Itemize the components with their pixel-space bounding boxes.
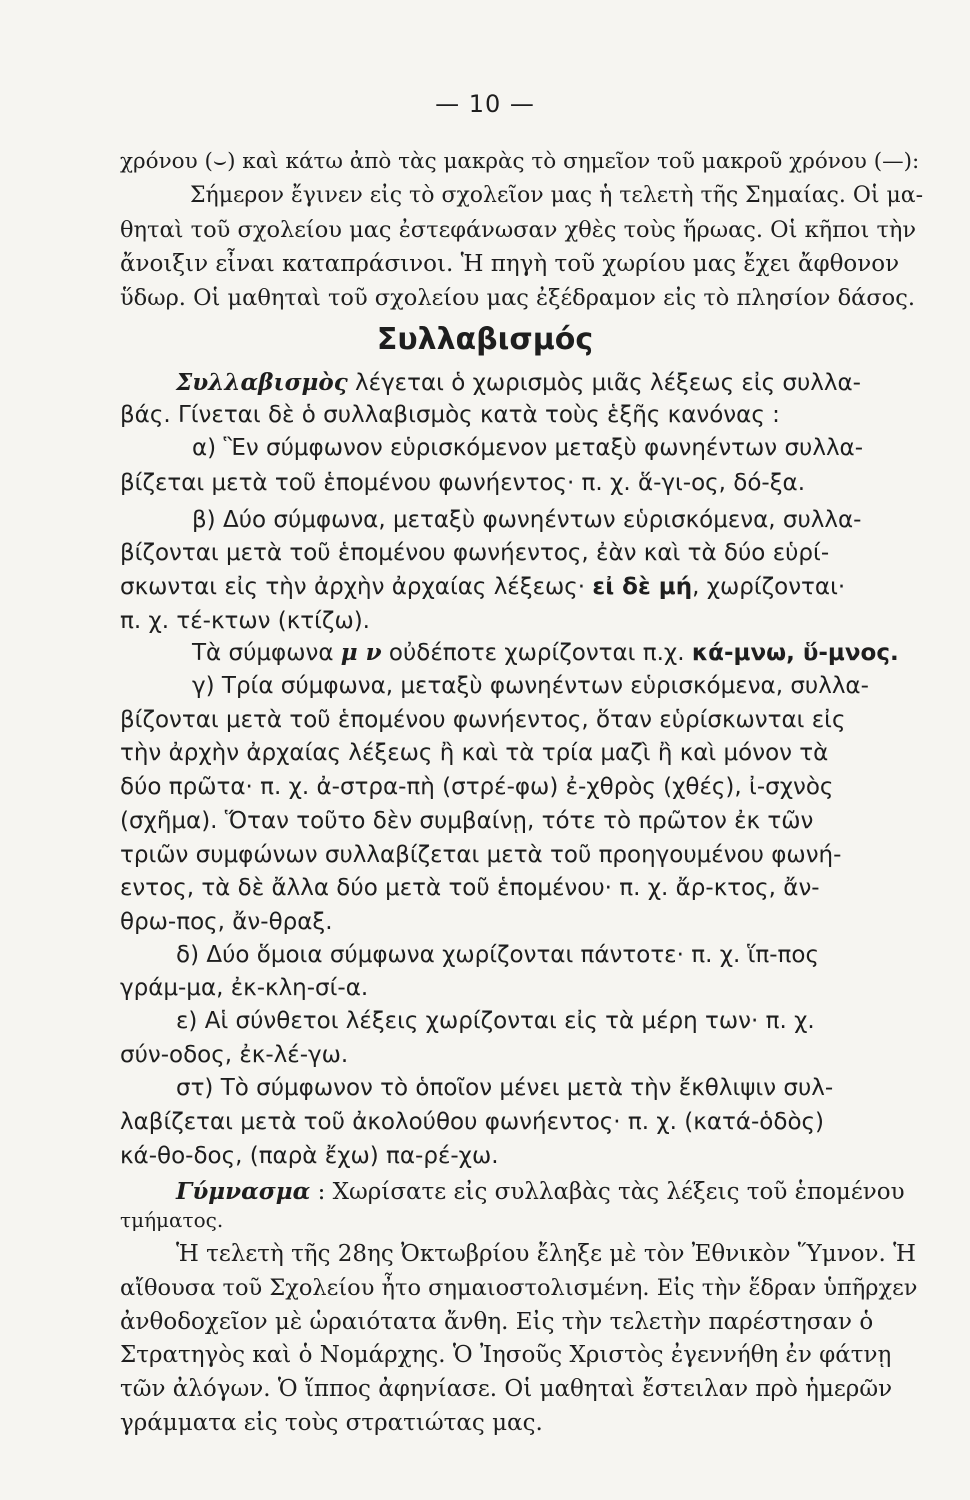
rule-line: βίζεται μετὰ τοῦ ἑπομένου φωνήεντος· π. χ. ἅ-γι-ος, δό-ξα.	[120, 470, 806, 496]
rule-line: κά-θο-δος, (παρὰ ἔχω) πα-ρέ-χω.	[120, 1143, 499, 1169]
rule-line: εντος, τὰ δὲ ἄλλα δύο μετὰ τοῦ ἑπομένου· π. χ. ἄρ-κτος, ἄν-	[120, 875, 820, 901]
rule-line: στ) Τὸ σύμφωνον τὸ ὁποῖον μένει μετὰ τὴν ἔκθλιψιν συλ-	[176, 1075, 834, 1101]
rule-line: βίζονται μετὰ τοῦ ἑπομένου φωνήεντος, ἐὰν καὶ τὰ δύο εὑρί-	[120, 540, 830, 566]
intro-line: θηταὶ τοῦ σχολείου μας ἐστεφάνωσαν χθὲς τοὺς ἥρωας. Οἱ κῆποι τὴν	[120, 217, 917, 243]
exercise-instruction: : Χωρίσατε εἰς συλλαβὰς τὰς λέξεις τοῦ ἑπομένου	[317, 1179, 905, 1205]
rule-line	[120, 572, 930, 602]
exercise-line: τμήματος.	[120, 1208, 224, 1232]
rule-line: (σχῆμα). Ὅταν τοῦτο δὲν συμβαίνῃ, τότε τὸ πρῶτον ἐκ τῶν	[120, 808, 814, 834]
rule-line: δύο πρῶτα· π. χ. ἀ-στρα-πὴ (στρέ-φω) ἐ-χθρὸς (χθές), ἰ-σχνὸς	[120, 774, 834, 800]
rule-line: α) Ἓν σύμφωνον εὑρισκόμενον μεταξὺ φωνηέντων συλλα-	[192, 435, 864, 461]
rule-line: δ) Δύο ὅμοια σύμφωνα χωρίζονται πάντοτε· π. χ. ἵπ-πος	[176, 942, 819, 968]
rule-line: γ) Τρία σύμφωνα, μεταξὺ φωνηέντων εὑρισκόμενα, συλλα-	[192, 673, 869, 699]
rule-text: σκωνται εἰς τὴν ἀρχὴν ἀρχαίας λέξεως·	[120, 574, 586, 600]
definition-text: λέγεται ὁ χωρισμὸς μιᾶς λέξεως εἰς συλλα-	[355, 370, 861, 396]
rule-text: , χωρίζονται·	[692, 574, 846, 600]
note-line	[192, 638, 930, 668]
exercise-text-line: Στρατηγὸς καὶ ὁ Νομάρχης. Ὁ Ἰησοῦς Χριστὸς ἐγεννήθη ἐν φάτνῃ	[120, 1342, 892, 1368]
section-title: Συλλαβισμός	[376, 322, 594, 357]
rule-line: λαβίζεται μετὰ τοῦ ἀκολούθου φωνήεντος· π. χ. (κατά-ὁδὸς)	[120, 1109, 824, 1135]
exercise-text-line: Ἡ τελετὴ τῆς 28ης Ὀκτωβρίου ἔληξε μὲ τὸν Ἐθνικὸν Ὕμνον. Ἡ	[176, 1241, 916, 1267]
rule-emphasis: εἰ δὲ μή	[592, 574, 693, 600]
definition-line: βάς. Γίνεται δὲ ὁ συλλαβισμὸς κατὰ τοὺς ἑξῆς κανόνας :	[120, 402, 780, 428]
rule-line: β) Δύο σύμφωνα, μεταξὺ φωνηέντων εὑρισκόμενα, συλλα-	[192, 507, 862, 533]
intro-line: Σήμερον ἔγινεν εἰς τὸ σχολεῖον μας ἡ τελετὴ τῆς Σημαίας. Οἱ μα-	[190, 183, 924, 208]
rule-line: γράμ-μα, ἐκ-κλη-σί-α.	[120, 975, 369, 1001]
rule-line: ε) Αἱ σύνθετοι λέξεις χωρίζονται εἰς τὰ μέρη των· π. χ.	[176, 1008, 815, 1034]
note-text: Τὰ σύμφωνα	[192, 640, 334, 666]
page-number: — 10 —	[435, 90, 535, 118]
definition-line	[176, 368, 930, 398]
intro-line: ὕδωρ. Οἱ μαθηταὶ τοῦ σχολείου μας ἐξέδραμον εἰς τὸ πλησίον δάσος.	[120, 285, 915, 311]
exercise-label: Γύμνασμα	[176, 1178, 311, 1205]
exercise-line	[176, 1177, 930, 1207]
definition-term: Συλλαβισμὸς	[176, 369, 348, 396]
rule-line: τὴν ἀρχὴν ἀρχαίας λέξεως ἢ καὶ τὰ τρία μαζὶ ἢ καὶ μόνον τὰ	[120, 740, 829, 766]
exercise-text-line: γράμματα εἰς τοὺς στρατιώτας μας.	[120, 1410, 543, 1436]
rule-line: σύν-οδος, ἐκ-λέ-γω.	[120, 1042, 349, 1068]
exercise-text-line: αἴθουσα τοῦ Σχολείου ἦτο σημαιοστολισμένη. Εἰς τὴν ἕδραν ὑπῆρχεν	[120, 1275, 918, 1301]
rule-line: θρω-πος, ἄν-θραξ.	[120, 909, 333, 935]
note-example: κά-μνω, ὕ-μνος.	[691, 640, 899, 666]
note-text: οὐδέποτε χωρίζονται π.χ.	[388, 640, 685, 666]
rule-line: π. χ. τέ-κτων (κτίζω).	[120, 608, 370, 634]
intro-line: ἄνοιξιν εἶναι καταπράσινοι. Ἡ πηγὴ τοῦ χωρίου μας ἔχει ἄφθονον	[120, 251, 900, 277]
exercise-text-line: τῶν ἀλόγων. Ὁ ἵππος ἀφηνίασε. Οἱ μαθηταὶ ἔστειλαν πρὸ ἡμερῶν	[120, 1376, 893, 1402]
note-letters: μ ν	[340, 639, 382, 666]
intro-line: χρόνου (⌣) καὶ κάτω ἀπὸ τὰς μακρὰς τὸ σημεῖον τοῦ μακροῦ χρόνου (—):	[120, 149, 920, 174]
rule-line: βίζονται μετὰ τοῦ ἑπομένου φωνήεντος, ὅταν εὑρίσκωνται εἰς	[120, 707, 846, 733]
rule-line: τριῶν συμφώνων συλλαβίζεται μετὰ τοῦ προηγουμένου φωνή-	[120, 842, 842, 868]
exercise-text-line: ἀνθοδοχεῖον μὲ ὡραιότατα ἄνθη. Εἰς τὴν τελετὴν παρέστησαν ὁ	[120, 1309, 874, 1335]
